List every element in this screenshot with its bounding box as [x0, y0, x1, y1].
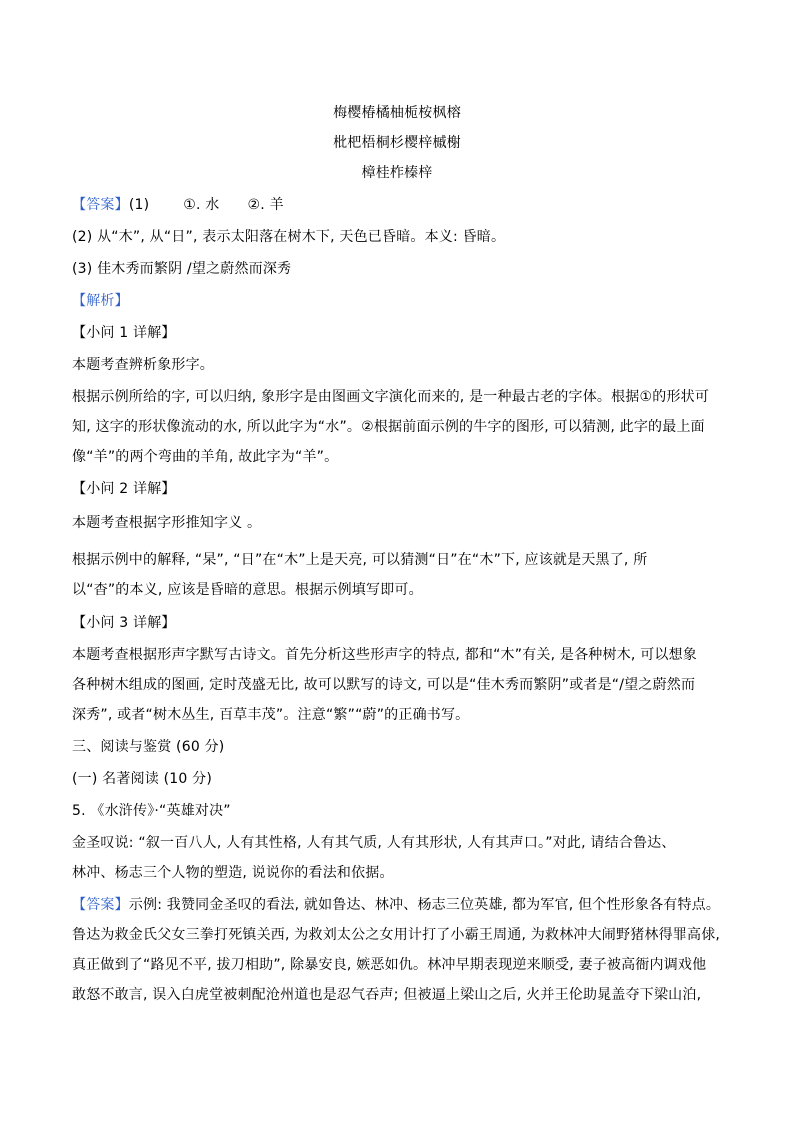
- question-5-title: 5. 《水浒传》·“英雄对决”: [72, 803, 231, 819]
- header-line-2: 枇杷梧桐杉樱梓槭榭: [333, 135, 461, 151]
- sub3-title: 【小问 3 详解】: [72, 615, 176, 631]
- question-5-line-1: 金圣叹说: “叙一百八人, 人有其性格, 人有其气质, 人有其形状, 人有其声口。”对此, 请结合鲁达、: [72, 835, 676, 851]
- answer-q1-label: (1): [128, 197, 150, 213]
- sub3-line-1: 本题考查根据形声字默写古诗文。首先分析这些形声字的特点, 都和“木”有关, 是各种树木, 可以想象: [72, 647, 698, 663]
- answer-q3-line: (3) 佳木秀而繁阴 /望之蔚然而深秀: [72, 261, 292, 277]
- sub3-line-2: 各种树木组成的图画, 定时茂盛无比, 故可以默写的诗文, 可以是“佳木秀而繁阴”或者是“/望之蔚然而: [72, 677, 696, 693]
- answer-tag: 【答案】: [72, 197, 129, 213]
- sub2-line-1: 本题考查根据字形推知字义 。: [72, 515, 262, 531]
- answer-q1-a: ①. 水: [183, 197, 220, 213]
- sub2-line-3: 以“杳”的本义, 应该是昏暗的意思。根据示例填写即可。: [72, 582, 423, 598]
- answer-q1-b: ②. 羊: [247, 197, 284, 213]
- sub1-line-1: 本题考查辨析象形字。: [72, 357, 214, 373]
- answer-5-text-1: 示例: 我赞同金圣叹的看法, 就如鲁达、林冲、杨志三位英雄, 都为军官, 但个性形象各有特点。: [128, 897, 721, 913]
- header-line-1: 梅樱椿橘柚栀桉枫榕: [333, 105, 461, 121]
- sub2-title: 【小问 2 详解】: [72, 481, 176, 497]
- sub3-line-3: 深秀”, 或者“树木丛生, 百草丰茂”。注意“繁”“蔚”的正确书写。: [72, 707, 470, 723]
- sub1-line-3: 知, 这字的形状像流动的水, 所以此字为“水”。②根据前面示例的牛字的图形, 可以猜测, 此字的最上面: [72, 419, 705, 435]
- answer-5-tag: 【答案】: [72, 897, 129, 913]
- sub1-line-2: 根据示例所给的字, 可以归纳, 象形字是由图画文字演化而来的, 是一种最古老的字体。根据①的形状可: [72, 389, 710, 405]
- answer-1-line: [72, 195, 722, 215]
- sub1-title: 【小问 1 详解】: [72, 325, 176, 341]
- sub2-line-2: 根据示例中的解释, “杲”, “日”在“木”上是天亮, 可以猜测“日”在“木”下, 应该就是天黑了, 所: [72, 552, 648, 568]
- section-3-1-heading: (一) 名著阅读 (10 分): [72, 771, 213, 787]
- answer-5-line-1: [72, 895, 722, 915]
- section-3-heading: 三、阅读与鉴赏 (60 分): [72, 739, 225, 755]
- answer-5-line-2: 鲁达为救金氏父女三拳打死镇关西, 为救刘太公之女用计打了小霸王周通, 为救林冲大闹野猪林得罪高俅,: [72, 927, 721, 943]
- question-5-line-2: 林冲、杨志三个人物的塑造, 说说你的看法和依据。: [72, 865, 394, 881]
- answer-5-line-3: 真正做到了“路见不平, 拔刀相助”, 除暴安良, 嫉恶如仇。林冲早期表现逆来顺受, 妻子被高衙内调戏他: [72, 957, 707, 973]
- header-line-3: 樟桂柞榛梓: [361, 165, 433, 181]
- answer-q2-line: (2) 从“木”, 从“日”, 表示太阳落在树木下, 天色已昏暗。本义: 昏暗。: [72, 229, 506, 245]
- sub1-line-4: 像“羊”的两个弯曲的羊角, 故此字为“羊”。: [72, 449, 339, 465]
- answer-5-line-4: 敢怒不敢言, 误入白虎堂被刺配沧州道也是忍气吞声; 但被逼上梁山之后, 火并王伦助晁盖夺下梁山泊,: [72, 987, 702, 1003]
- analysis-tag: 【解析】: [72, 293, 129, 309]
